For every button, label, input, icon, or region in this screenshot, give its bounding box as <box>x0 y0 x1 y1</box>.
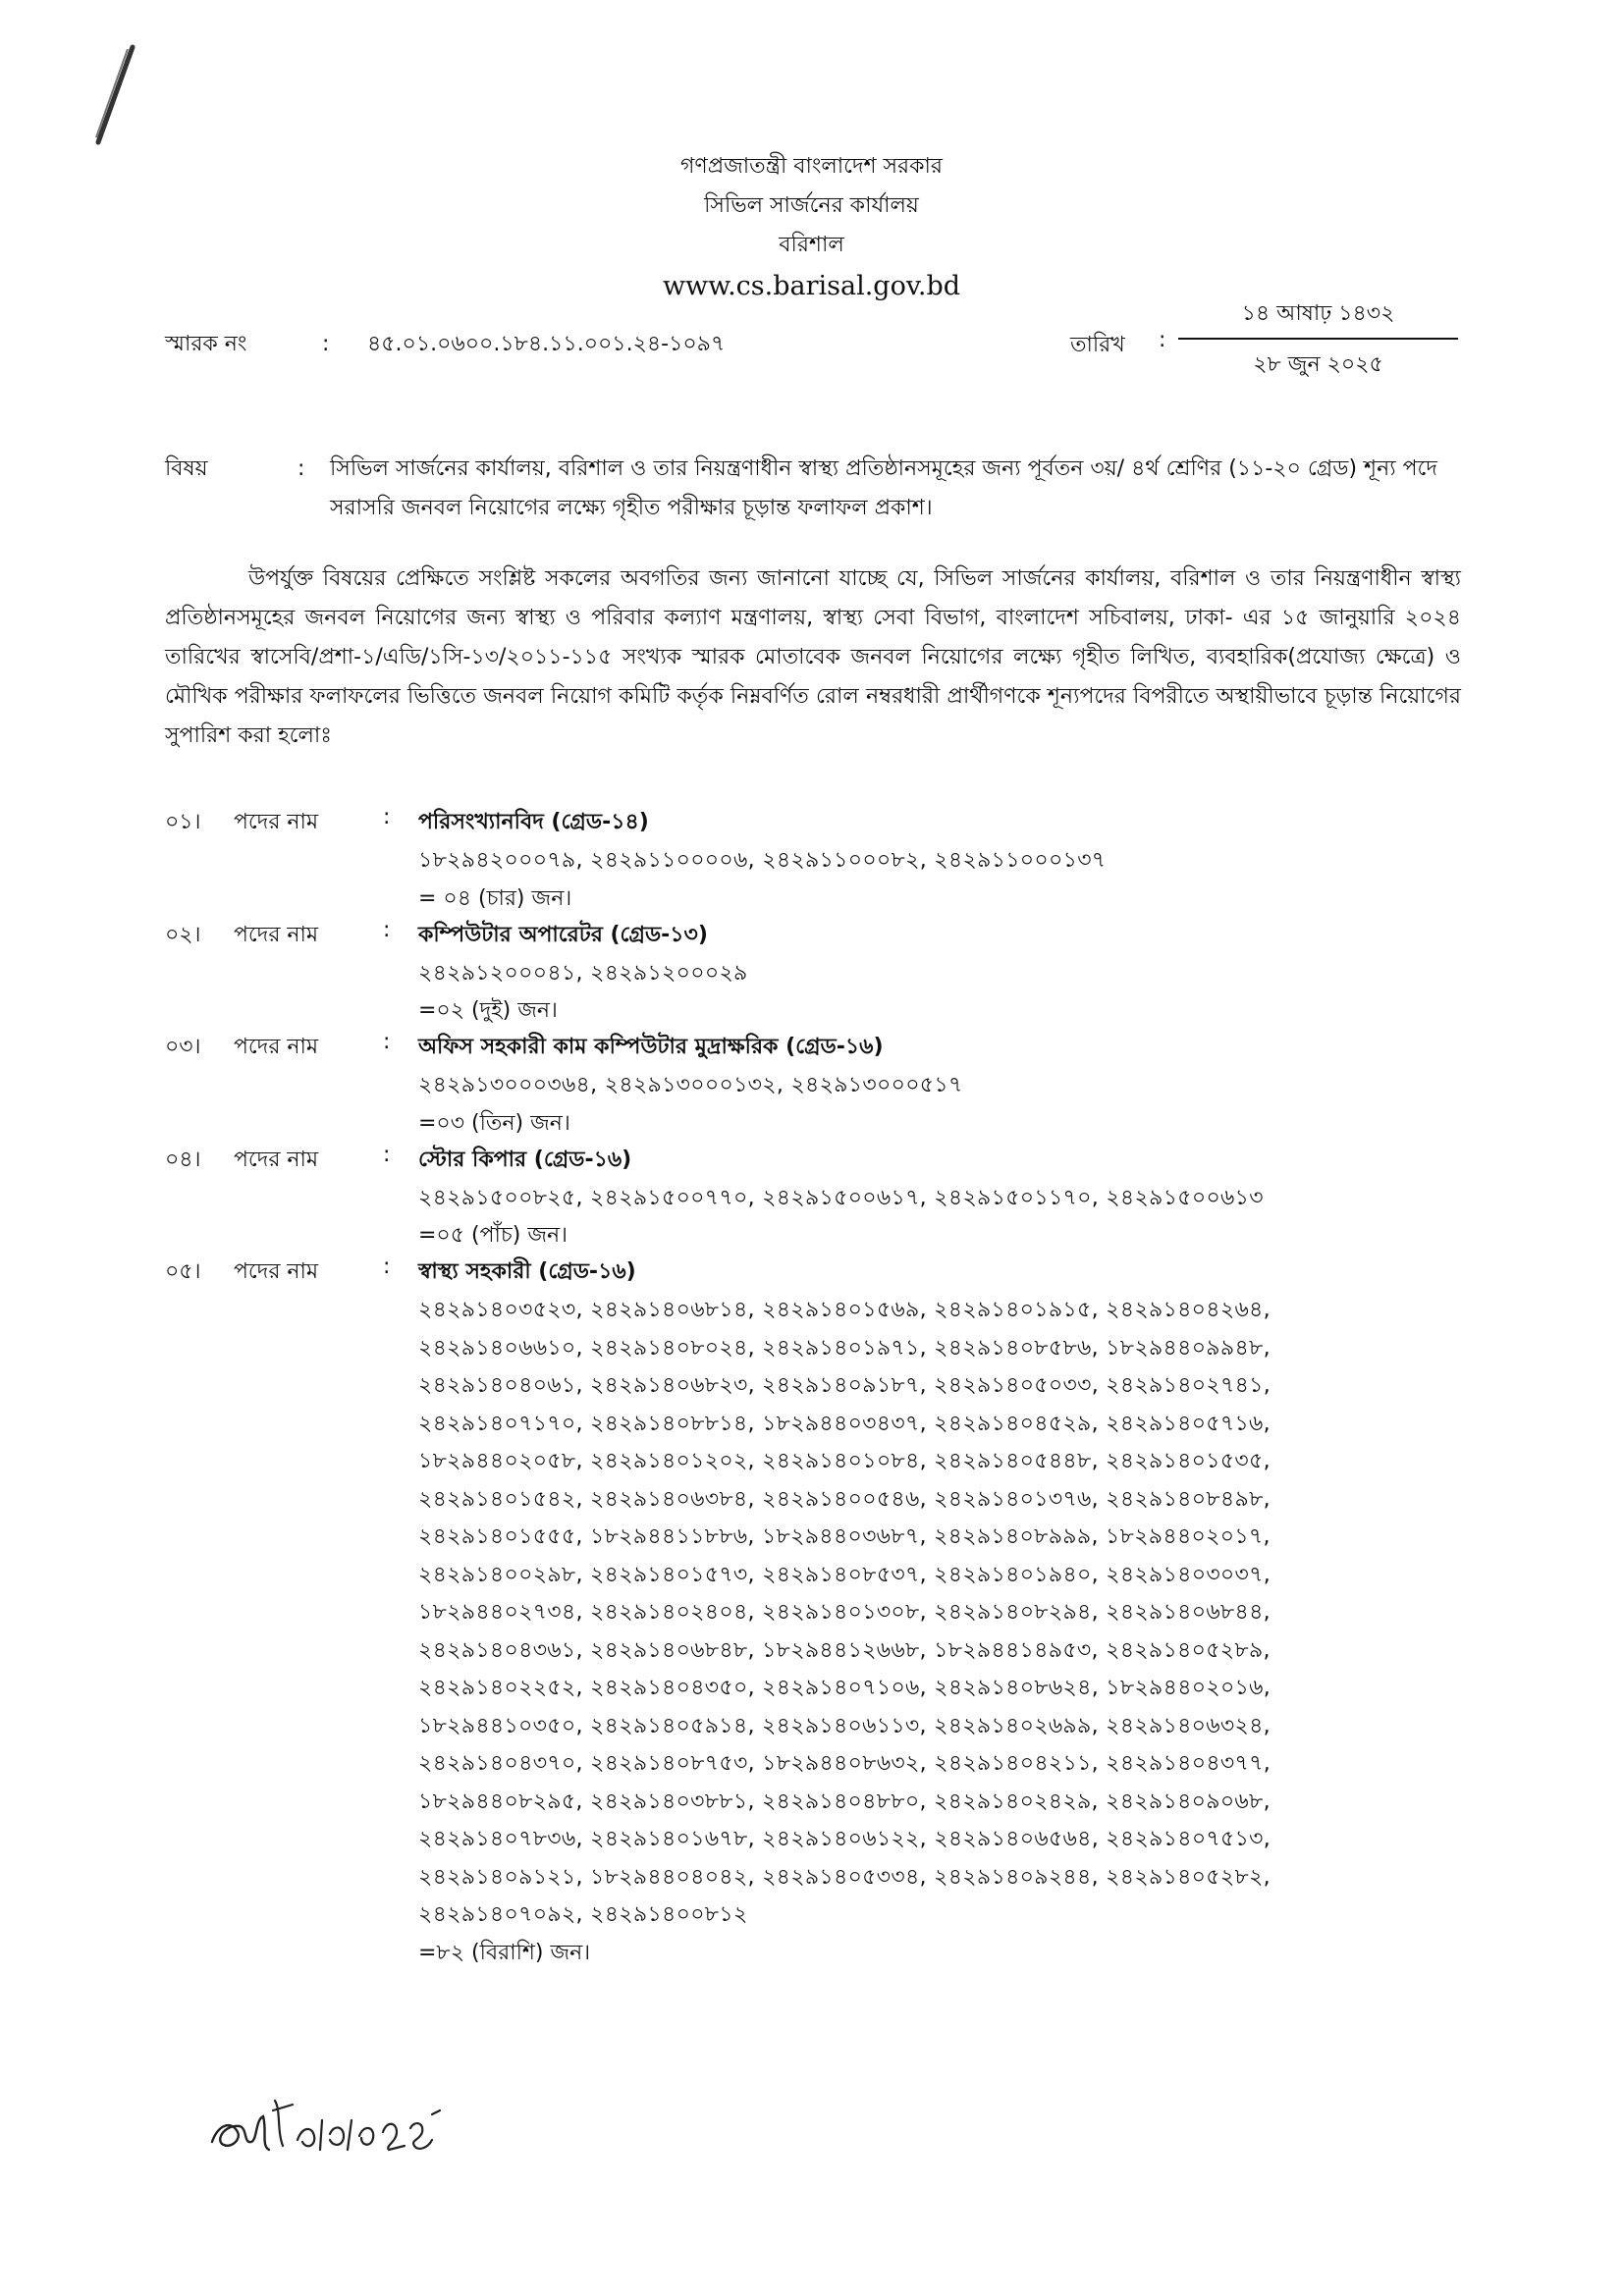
subject-text: সিভিল সার্জনের কার্যালয়, বরিশাল ও তার নিয়ন্ত্রণাধীন স্বাস্থ্য প্রতিষ্ঠানসমূহের জন্য পূর্বতন ৩য়/ ৪র্থ শ্রেণির (১১-২০ গ্রেড) শূন্য পদে সরাসরি জনবল নিয়োগের লক্ষ্যে গৃহীত পরীক্ষার চূড়ান্ত ফলাফল প্রকাশ। <box>330 456 1437 520</box>
post-label: পদের নাম <box>234 1259 319 1284</box>
pen-stroke-mark <box>79 39 157 157</box>
post-colon: : <box>383 1142 391 1167</box>
roll-numbers: ২৪২৯১২০০০৪১, ২৪২৯১২০০০২৯ <box>418 960 748 986</box>
date-label: তারিখ <box>1070 333 1125 357</box>
post-number: ০২। <box>165 922 201 947</box>
post-item <box>165 1255 1471 1972</box>
post-item <box>165 805 1471 918</box>
post-title: কম্পিউটার অপারেটর (গ্রেড-১৩) <box>418 922 708 947</box>
document-header <box>0 147 1623 308</box>
post-number: ০৫। <box>165 1259 201 1284</box>
body-paragraph: উপর্যুক্ত বিষয়ের প্রেক্ষিতে সংশ্লিষ্ট সকলের অবগতির জন্য জানানো যাচ্ছে যে, সিভিল সার্জনের কার্যালয়, বরিশাল ও তার নিয়ন্ত্রণাধীন স্বাস্থ্য প্রতিষ্ঠানসমূহের জনবল নিয়োগের জন্য স্বাস্থ্য ও পরিবার কল্যাণ মন্ত্রণালয়, স্বাস্থ্য সেবা বিভাগ, বাংলাদেশ সচিবালয়, ঢাকা- এর ১৫ জানুয়ারি ২০২৪ তারিখের স্বাসেবি/প্রশা-১/এডি/১সি-১৩/২০১১-১১৫ সংখ্যক স্মারক মোতাবেক জনবল নিয়োগের লক্ষ্যে গৃহীত লিখিত, ব্যবহারিক(প্রযোজ্য ক্ষেত্রে) ও মৌখিক পরীক্ষার ফলাফলের ভিত্তিতে জনবল নিয়োগ কমিটি কর্তৃক নিম্নবর্ণিত রোল নম্বরধারী প্রার্থীগণকে শূন্যপদের বিপরীতে অস্থায়ীভাবে চূড়ান্ত নিয়োগের সুপারিশ করা হলোঃ <box>165 566 1461 748</box>
date-divider <box>1178 338 1458 340</box>
handwritten-signature <box>204 2081 460 2169</box>
post-total: =০৩ (তিন) জন। <box>418 1110 570 1136</box>
post-colon: : <box>383 917 391 942</box>
post-label: পদের নাম <box>234 1147 319 1172</box>
government-name: গণপ্রজাতন্ত্রী বাংলাদেশ সরকার <box>679 154 944 179</box>
date-gregorian: ২৮ জুন ২০২৫ <box>1253 352 1383 377</box>
post-colon: : <box>383 1030 391 1054</box>
post-title: অফিস সহকারী কাম কম্পিউটার মুদ্রাক্ষরিক (গ্রেড-১৬) <box>418 1035 884 1059</box>
roll-numbers: ২৪২৯১৪০৩৫২৩, ২৪২৯১৪০৬৮১৪, ২৪২৯১৪০১৫৬৯, ২৪২৯১৪০১৯১৫, ২৪২৯১৪০৪২৬৪, ২৪২৯১৪০৬৬১০, ২৪২৯১৪০৮০২৪, ২৪২৯১৪০১৯৭১, ২৪২৯১৪০৮৫৮৬, ১৮২৯৪৪০৯৯৪৮, ২৪২৯১৪০৪০৬১, ২৪২৯১৪০৬৮২৩, ২৪২৯১৪০৯১৮৭, ২৪২৯১৪০৫০৩৩, ২৪২৯১৪০২৭৪১, ২৪২৯১৪০৭১৭০, ২৪২৯১৪০৮৮১৪, ১৮২৯৪৪০৩৪৩৭, ২৪২৯১৪০৪৫২৯, ২৪২৯১৪০৫৭১৬, ১৮২৯৪৪০২০৫৮, ২৪২৯১৪০১২০২, ২৪২৯১৪০১০৮৪, ২৪২৯১৪০৫৪৪৮, ২৪২৯১৪০১৫৩৫, ২৪২৯১৪০১৫৪২, ২৪২৯১৪০৬৩৮৪, ২৪২৯১৪০০৫৪৬, ২৪২৯১৪০১৩৭৬, ২৪২৯১৪০৮৪৯৮, ২৪২৯১৪০১৫৫৫, ১৮২৯৪৪১১৮৮৬, ১৮২৯৪৪০৩৬৮৭, ২৪২৯১৪০৮৯৯৯, ১৮২৯৪৪০২০১৭, ২৪২৯১৪০০২৯৮, ২৪২৯১৪০১৫৭৩, ২৪২৯১৪০৮৫৩৭, ২৪২৯১৪০১৯৪০, ২৪২৯১৪০৩০৩৭, ১৮২৯৪৪০২৭৩৪, ২৪২৯১৪০২৪০৪, ২৪২৯১৪০১৩০৮, ২৪২৯১৪০৮২৯৪, ২৪২৯১৪০৬৮৪৪, ২৪২৯১৪০৪৩৬১, ২৪২৯১৪০৬৮৪৮, ১৮২৯৪৪১২৬৬৮, ১৮২৯৪৪১৪৯৫৩, ২৪২৯১৪০৫২৮৯, ২৪২৯১৪০২২৫২, ২৪২৯১৪০৪৩৫০, ২৪২৯১৪০৭১০৬, ২৪২৯১৪০৮৬২৪, ১৮২৯৪৪০২০১৬, ১৮২৯৪৪১০৩৫০, ২৪২৯১৪০৫৯১৪, ২৪২৯১৪০৬১১৩, ২৪২৯১৪০২৬৯৯, ২৪২৯১৪০৬৩২৪, ২৪২৯১৪০৪৩৭০, ২৪২৯১৪০৮৭৫৩, ১৮২৯৪৪০৮৬৩২, ২৪২৯১৪০৪২১১, ২৪২৯১৪০৪৩৭৭, ১৮২৯৪৪০৮২৯৫, ২৪২৯১৪০৩৮৮১, ২৪২৯১৪০৪৮৮০, ২৪২৯১৪০২৪২৯, ২৪২৯১৪০৯০৬৮, ২৪২৯১৪০৭৮৩৬, ২৪২৯১৪০১৬৭৮, ২৪২৯১৪০৬১২২, ২৪২৯১৪০৬৫৬৪, ২৪২৯১৪০৭৫১৩, ২৪২৯১৪০৯১২১, ১৮২৯৪৪০৪০৪২, ২৪২৯১৪০৫৩৩৪, ২৪২৯১৪০৯২৪৪, ২৪২৯১৪০৫২৮২, ২৪২৯১৪০৭০৯২, ২৪২৯১৪০০৮১২ <box>418 1298 1271 1927</box>
post-label: পদের নাম <box>234 810 319 834</box>
date-colon: : <box>1159 328 1166 352</box>
post-title: স্বাস্থ্য সহকারী (গ্রেড-১৬) <box>418 1259 636 1284</box>
post-label: পদের নাম <box>234 1035 319 1059</box>
memo-colon: : <box>322 332 330 356</box>
post-number: ০৩। <box>165 1035 201 1059</box>
post-total: =০৫ (পাঁচ) জন। <box>418 1223 568 1248</box>
post-total: =৮২ (বিরাশি) জন। <box>418 1940 591 1965</box>
post-number: ০৪। <box>165 1147 201 1172</box>
memo-label: স্মারক নং <box>165 332 247 356</box>
post-colon: : <box>383 805 391 829</box>
office-name: সিভিল সার্জনের কার্যালয় <box>704 193 919 218</box>
date-bangla: ১৪ আষাঢ় ১৪৩২ <box>1241 301 1395 326</box>
post-item <box>165 1143 1471 1255</box>
roll-numbers: ১৮২৯৪২০০০৭৯, ২৪২৯১১০০০০৬, ২৪২৯১১০০০৮২, ২৪২৯১১০০০১৩৭ <box>418 848 1107 873</box>
subject-colon: : <box>298 456 305 481</box>
post-list <box>165 805 1471 1972</box>
roll-numbers: ২৪২৯১৩০০০৩৬৪, ২৪২৯১৩০০০১৩২, ২৪২৯১৩০০০৫১৭ <box>418 1073 963 1097</box>
roll-numbers: ২৪২৯১৫০০৮২৫, ২৪২৯১৫০০৭৭০, ২৪২৯১৫০০৬১৭, ২৪২৯১৫০১১৭০, ২৪২৯১৫০০৬১৩ <box>418 1185 1264 1210</box>
post-label: পদের নাম <box>234 922 319 947</box>
post-colon: : <box>383 1255 391 1279</box>
post-item <box>165 918 1471 1031</box>
post-title: স্টোর কিপার (গ্রেড-১৬) <box>418 1147 632 1172</box>
office-website: www.cs.barisal.gov.bd <box>662 271 961 301</box>
post-item <box>165 1030 1471 1143</box>
post-total: =০২ (দুই) জন। <box>418 998 558 1023</box>
post-title: পরিসংখ্যানবিদ (গ্রেড-১৪) <box>418 810 649 834</box>
memo-number: ৪৫.০১.০৬০০.১৮৪.১১.০০১.২৪-১০৯৭ <box>367 332 726 356</box>
office-location: বরিশাল <box>779 233 844 257</box>
post-total: = ০৪ (চার) জন। <box>418 885 572 911</box>
post-number: ০১। <box>165 810 201 834</box>
subject-label: বিষয় <box>165 456 208 481</box>
memo-number-row <box>165 327 725 363</box>
